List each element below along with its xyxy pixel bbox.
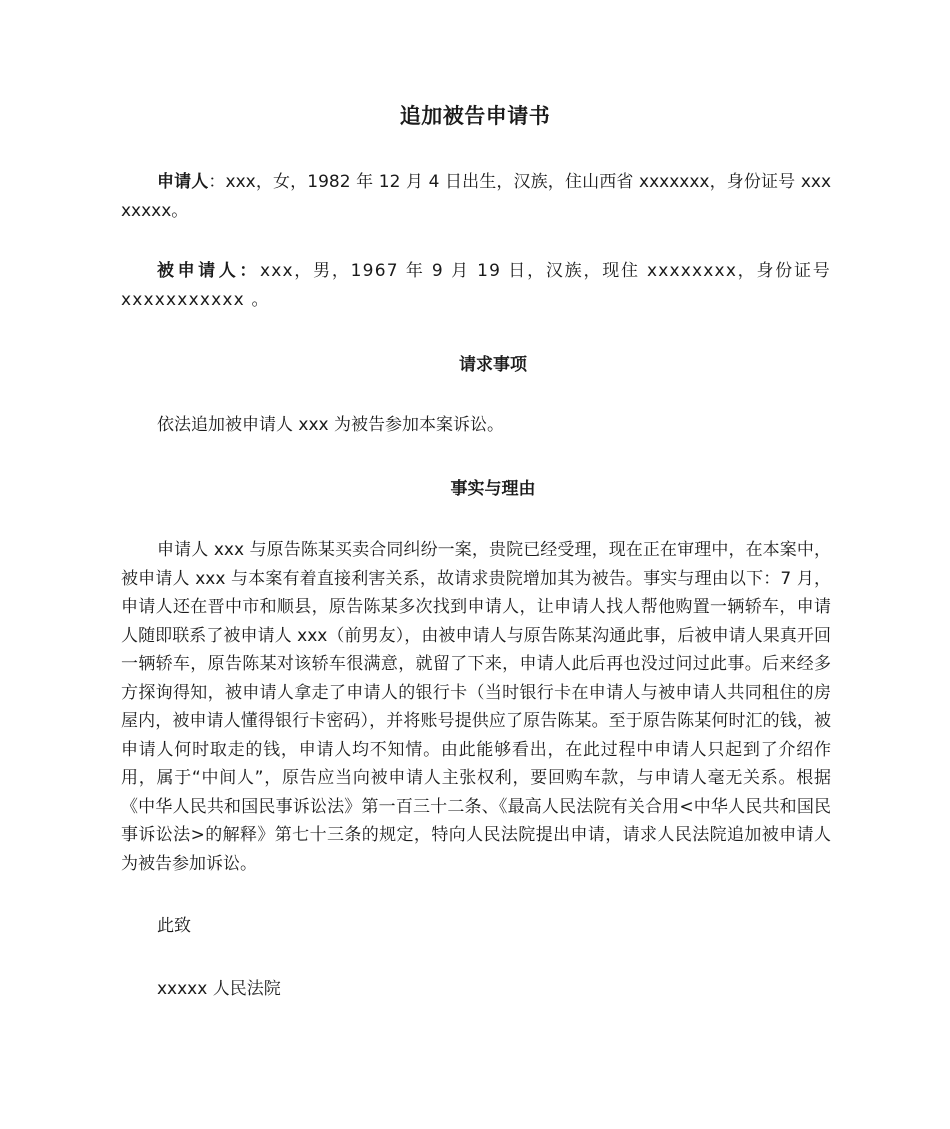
closing-text: 此致	[157, 916, 191, 936]
respondent-text: xxx，男，1967 年 9 月 19 日，汉族，现住 xxxxxxxx，身份证号 xxxxxxxxxxx 。	[121, 261, 832, 310]
applicant-text: ：xxx，女，1982 年 12 月 4 日出生，汉族，住山西省 xxxxxxx，身份证号 xxxxxxxx。	[121, 172, 832, 221]
respondent-paragraph	[121, 257, 831, 314]
applicant-label: 申请人	[157, 172, 209, 192]
facts-heading: 事实与理由	[450, 479, 536, 499]
applicant-paragraph	[121, 168, 831, 225]
court-name: xxxxx 人民法院	[157, 979, 281, 999]
request-heading: 请求事项	[459, 355, 527, 375]
facts-paragraph: 申请人 xxx 与原告陈某买卖合同纠纷一案，贵院已经受理，现在正在审理中，在本案中，被申请人 xxx 与本案有着直接利害关系，故请求贵院增加其为被告。事实与理由以下：7 月，申请人还在晋中市和顺县，原告陈某多次找到申请人，让申请人找人帮他购置一辆轿车，申请人随即联系了被申请人 xxx（前男友），由被申请人与原告陈某沟通此事，后被申请人果真开回一辆轿车，原告陈某对该轿车很满意，就留了下来，申请人此后再也没过问过此事。后来经多方探询得知，被申请人拿走了申请人的银行卡（当时银行卡在申请人与被申请人共同租住的房屋内，被申请人懂得银行卡密码），并将账号提供应了原告陈某。至于原告陈某何时汇的钱，被申请人何时取走的钱，申请人均不知情。由此能够看出，在此过程中申请人只起到了介绍作用，属于“中间人”，原告应当向被申请人主张权利，要回购车款，与申请人毫无关系。根据《中华人民共和国民事诉讼法》第一百三十二条、《最高人民法院有关合用<中华人民共和国民事诉讼法>的解释》第七十三条的规定，特向人民法院提出申请，请求人民法院追加被申请人为被告参加诉讼。	[121, 540, 831, 874]
document-title: 追加被告申请书	[399, 104, 551, 128]
respondent-label: 被申请人：	[157, 261, 260, 281]
request-paragraph: 依法追加被申请人 xxx 为被告参加本案诉讼。	[157, 415, 504, 435]
